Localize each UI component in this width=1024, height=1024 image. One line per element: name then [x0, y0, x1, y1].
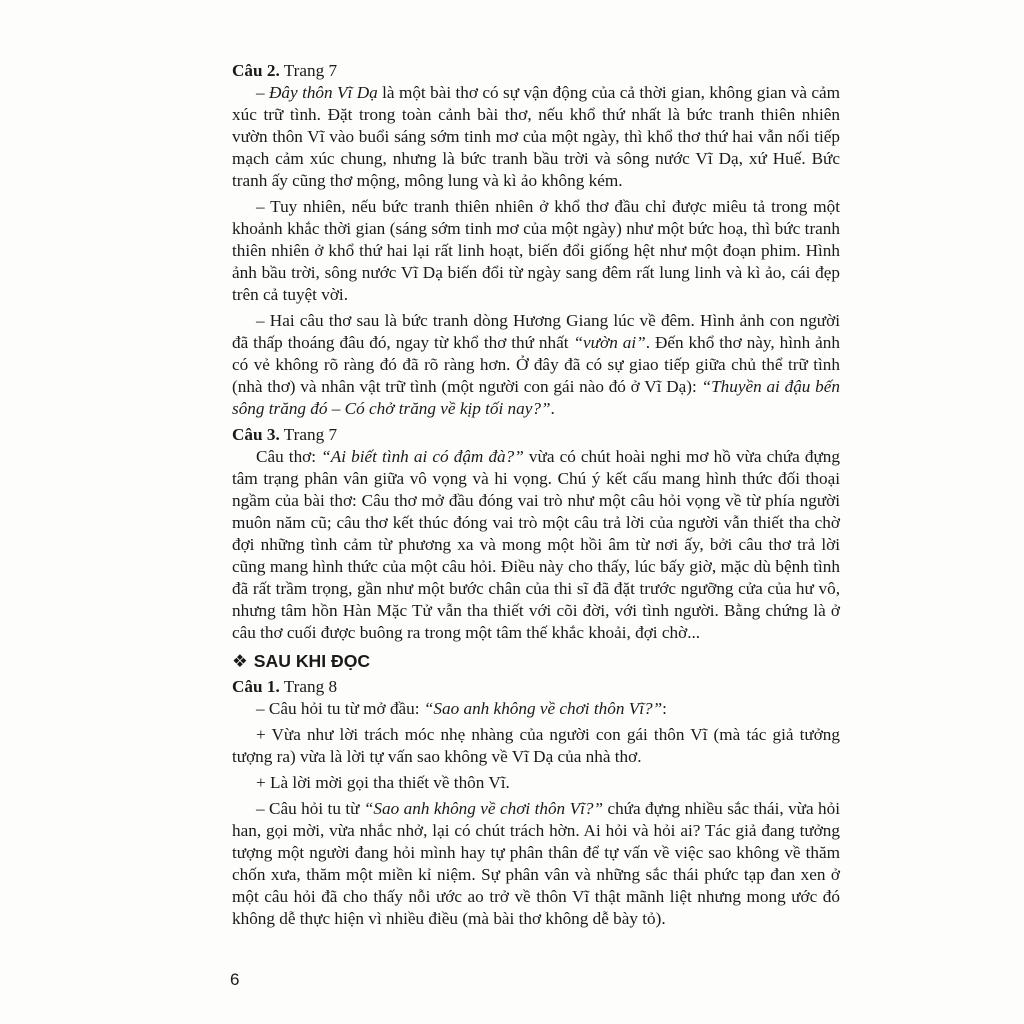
text-run: – Tuy nhiên, nếu bức tranh thiên nhiên ở khổ thơ đầu chỉ được miêu tả trong một khoảnh khắc thời gian (sáng sớm tinh mơ của một ngày) như một bức hoạ, thì bức tranh thiên nhiên ở khổ thứ hai lại rất linh hoạt, biến đổi giống hệt như một đoạn phim. Hình ảnh bầu trời, sông nước Vĩ Dạ biến đổi từ ngày sang đêm rất lung linh và kì ảo, cái đẹp trên cả tuyệt vời. — [232, 197, 840, 304]
section-cau-2 — [232, 60, 840, 420]
paragraph — [232, 196, 840, 306]
text-run: – — [256, 83, 270, 102]
paragraph — [232, 798, 840, 930]
paragraph — [232, 446, 840, 644]
page-ref: Trang 8 — [283, 677, 338, 696]
text-run: : — [662, 699, 667, 718]
quoted-text: “Sao anh không về chơi thôn Vĩ?” — [423, 699, 663, 718]
text-run: + Vừa như lời trách móc nhẹ nhàng của người con gái thôn Vĩ (mà tác giả tưởng tượng ra) vừa là lời tự vấn sao không về Vĩ Dạ của nhà thơ. — [232, 725, 840, 766]
paragraph — [232, 82, 840, 192]
page-number: 6 — [230, 970, 240, 989]
section-cau-1 — [232, 676, 840, 930]
quoted-text: Đây thôn Vĩ Dạ — [269, 83, 378, 102]
question-label: Câu 1. — [232, 677, 280, 696]
page-content — [232, 60, 840, 934]
text-run: – Hai câu thơ sau là bức tranh dòng Hương Giang lúc về đêm. Hình ảnh con người đã thấp thoáng đâu đó, ngay từ khổ thơ thứ nhất — [232, 311, 840, 352]
quoted-text: “vườn ai” — [573, 333, 646, 352]
paragraph — [232, 698, 840, 720]
text-run: . Đến khổ thơ này, hình ảnh có vẻ không rõ ràng đó đã rõ ràng hơn. Ở đây đã có sự giao tiếp giữa chủ thể trữ tình (nhà thơ) và nhân vật trữ tình (một người con gái nào đó ở Vĩ Dạ): — [232, 333, 840, 396]
text-run: + Là lời mời gọi tha thiết về thôn Vĩ. — [256, 773, 510, 792]
text-run: – Câu hỏi tu từ mở đầu: — [256, 699, 424, 718]
diamond-bullet-icon: ❖ — [232, 651, 248, 671]
paragraph — [232, 310, 840, 420]
paragraph — [232, 772, 840, 794]
section-title — [232, 424, 840, 446]
text-run: vừa có chút hoài nghi mơ hồ vừa chứa đựng tâm trạng phân vân giữa vô vọng và hi vọng. Chú ý kết cấu mang hình thức đối thoại ngầm của bài thơ: Câu thơ mở đầu đóng vai trò như một câu hỏi vọng về từ phía người muôn năm cũ; câu thơ kết thúc đóng vai trò một câu trả lời của người vẫn thiết tha chờ đợi những tình cảm từ phương xa và mong một hồi âm từ nơi ấy, bởi câu thơ trả lời cũng mang hình thức của một câu hỏi. Điều này cho thấy, lúc bấy giờ, mặc dù bệnh tình đã rất trầm trọng, gần như một bước chân của thi sĩ đã đặt trước ngưỡng cửa của hư vô, nhưng tâm hồn Hàn Mặc Tử vẫn tha thiết với cõi đời, với tình người. Bằng chứng là ở câu thơ cuối được buông ra trong một tâm thế khắc khoải, đợi chờ... — [232, 447, 840, 642]
page-ref: Trang 7 — [283, 425, 338, 444]
section-title — [232, 676, 840, 698]
text-run: Câu thơ: — [256, 447, 322, 466]
text-run: chứa đựng nhiều sắc thái, vừa hỏi han, gọi mời, vừa nhắc nhở, lại có chút trách hờn. Ai hỏi và hỏi ai? Tác giả đang tưởng tượng một người đang hỏi mình hay tự phân thân để tự vấn về việc sao không về thăm chốn xưa, thăm một miền kỉ niệm. Sự phân vân và những sắc thái phức tạp đan xen ở một câu hỏi đã cho thấy nỗi ước ao trở về thôn Vĩ thật mãnh liệt nhưng mong ước đó không dễ thực hiện vì nhiều điều (mà bài thơ không dễ bày tỏ). — [232, 799, 841, 928]
section-title — [232, 60, 840, 82]
text-run: . — [550, 399, 555, 418]
after-reading-heading — [232, 650, 840, 672]
question-label: Câu 3. — [232, 425, 280, 444]
paragraph — [232, 724, 840, 768]
quoted-text: “Ai biết tình ai có đậm đà?” — [321, 447, 524, 466]
text-run: là một bài thơ có sự vận động của cả thời gian, không gian và cảm xúc trữ tình. Đặt trong toàn cảnh bài thơ, nếu khổ thứ nhất là bức tranh thiên nhiên vườn thôn Vĩ vào buổi sáng sớm tinh mơ của một ngày, thì khổ thơ thứ hai vẫn nối tiếp mạch cảm xúc chung, nhưng là bức tranh bầu trời và sông nước Vĩ Dạ, xứ Huế. Bức tranh ấy cũng thơ mộng, mông lung và kì ảo không kém. — [232, 83, 841, 190]
quoted-text: “Thuyền ai đậu bến sông trăng đó – Có chở trăng về kịp tối nay?” — [232, 377, 840, 418]
question-label: Câu 2. — [232, 61, 280, 80]
text-run: – Câu hỏi tu từ — [256, 799, 364, 818]
after-reading-title: SAU KHI ĐỌC — [253, 651, 371, 671]
quoted-text: “Sao anh không về chơi thôn Vĩ?” — [363, 799, 604, 818]
page-ref: Trang 7 — [283, 61, 338, 80]
section-cau-3 — [232, 424, 840, 644]
